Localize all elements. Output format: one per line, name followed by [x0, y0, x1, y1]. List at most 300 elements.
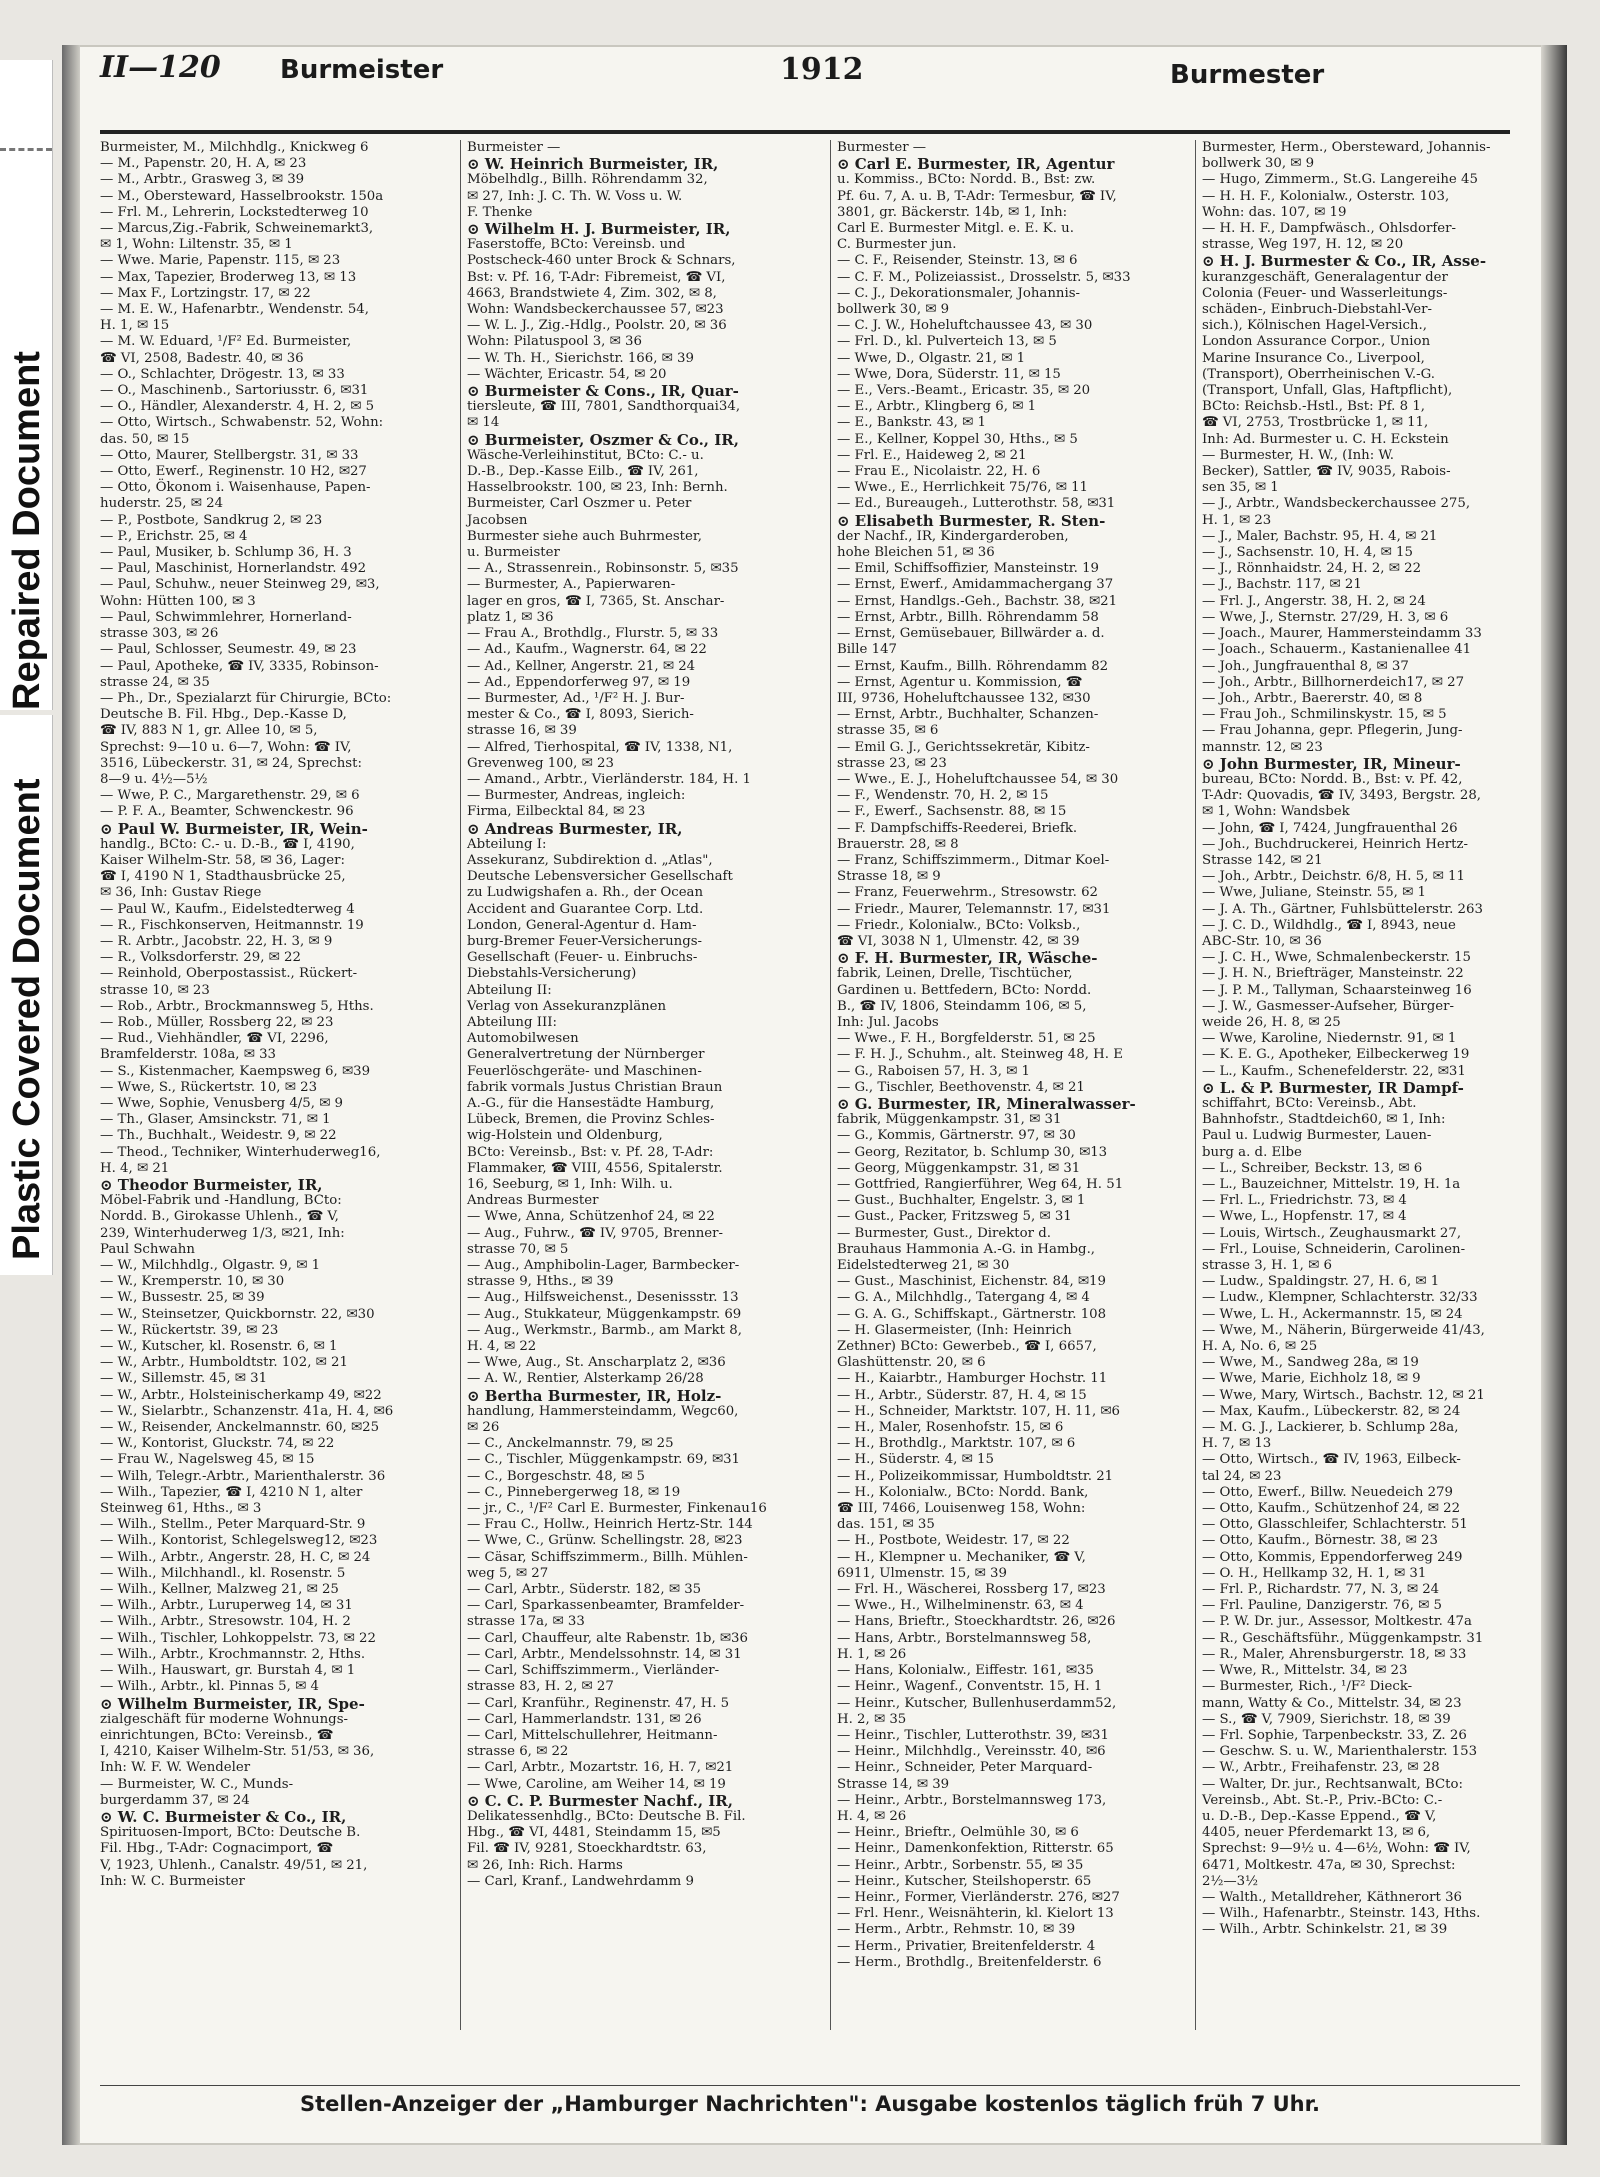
- directory-entry: — W., Arbtr., Freihafenstr. 23, ✉ 28: [1202, 1760, 1440, 1776]
- directory-entry: Wohn: das. 107, ✉ 19: [1202, 204, 1347, 220]
- directory-entry: — M., Arbtr., Grasweg 3, ✉ 39: [100, 172, 305, 188]
- directory-entry: — Ernst, Ewerf., Amidammachergang 37: [837, 577, 1114, 593]
- directory-entry: — Burmester, Andreas, ingleich:: [467, 788, 686, 804]
- directory-entry: ✉ 14: [467, 415, 500, 431]
- directory-entry: — Wwe, Marie, Eichholz 18, ✉ 9: [1202, 1371, 1421, 1387]
- directory-entry: ⊙ Burmeister, Oszmer & Co., IR,: [467, 430, 739, 449]
- directory-entry: — Burmester, Ad., ¹/F² H. J. Bur-: [467, 690, 685, 706]
- directory-entry: — Wilh., Arbtr., Stresowstr. 104, H. 2: [100, 1614, 351, 1630]
- directory-entry: — Wwe, Dora, Süderstr. 11, ✉ 15: [837, 366, 1061, 382]
- directory-entry: — jr., C., ¹/F² Carl E. Burmester, Finkenau16: [467, 1501, 767, 1517]
- directory-entry: — Ernst, Arbtr., Buchhalter, Schanzen-: [837, 707, 1099, 723]
- directory-entry: Pf. 6u. 7, A. u. B, T-Adr: Termesbur, ☎ IV,: [837, 188, 1117, 204]
- directory-entry: — Wilh., Stellm., Peter Marquard-Str. 9: [100, 1517, 366, 1533]
- directory-entry: Becker), Sattler, ☎ IV, 9035, Rabois-: [1202, 464, 1451, 480]
- directory-entry: — Heinr., Tischler, Lutterothstr. 39, ✉31: [837, 1727, 1109, 1743]
- directory-entry: — Wwe., H., Wilhelminenstr. 63, ✉ 4: [837, 1598, 1084, 1614]
- directory-entry: — Carl, Sparkassenbeamter, Bramfelder-: [467, 1598, 745, 1614]
- directory-entry: Inh: W. F. W. Wendeler: [100, 1760, 251, 1776]
- directory-entry: — Wwe., F. H., Borgfelderstr. 51, ✉ 25: [837, 1031, 1096, 1047]
- directory-entry: fabrik, Müggenkampstr. 31, ✉ 31: [837, 1112, 1062, 1128]
- directory-entry: strasse 23, ✉ 23: [837, 755, 947, 771]
- directory-entry: — H., Maler, Rosenhofstr. 15, ✉ 6: [837, 1420, 1064, 1436]
- directory-entry: — Otto, Ewerf., Billw. Neuedeich 279: [1202, 1484, 1453, 1500]
- directory-entry: — Ernst, Handlgs.-Geh., Bachstr. 38, ✉21: [837, 593, 1118, 609]
- directory-entry: — Rob., Müller, Rossberg 22, ✉ 23: [100, 1014, 334, 1030]
- directory-entry: Colonia (Feuer- und Wasserleitungs-: [1202, 285, 1448, 301]
- directory-entry: Steinweg 61, Hths., ✉ 3: [100, 1501, 262, 1517]
- directory-entry: strasse 9, Hths., ✉ 39: [467, 1274, 614, 1290]
- directory-entry: — M. W. Eduard, ¹/F² Ed. Burmeister,: [100, 334, 352, 350]
- directory-entry: — G. A., Milchhdlg., Tatergang 4, ✉ 4: [837, 1290, 1090, 1306]
- directory-entry: — Wwe, M., Näherin, Bürgerweide 41/43,: [1202, 1322, 1485, 1338]
- directory-entry: Sprechst: 9—10 u. 6—7, Wohn: ☎ IV,: [100, 739, 352, 755]
- directory-entry: — Wilh, Telegr.-Arbtr., Marienthalerstr. 36: [100, 1468, 386, 1484]
- directory-entry: Gesellschaft (Feuer- u. Einbruchs-: [467, 950, 698, 966]
- directory-entry: — Burmester, H. W., (Inh: W.: [1202, 447, 1394, 463]
- directory-entry: ☎ VI, 2753, Trostbrücke 1, ✉ 11,: [1202, 415, 1429, 431]
- directory-entry: — Walter, Dr. jur., Rechtsanwalt, BCto:: [1202, 1776, 1463, 1792]
- directory-entry: — Hans, Kolonialw., Eiffestr. 161, ✉35: [837, 1663, 1094, 1679]
- directory-entry: 16, Seeburg, ✉ 1, Inh: Wilh. u.: [467, 1177, 673, 1192]
- directory-entry: Burmester siehe auch Buhrmester,: [467, 528, 703, 544]
- directory-entry: — L., Schreiber, Beckstr. 13, ✉ 6: [1202, 1160, 1423, 1176]
- directory-entry: — O., Maschinenb., Sartoriusstr. 6, ✉31: [100, 383, 369, 399]
- directory-entry: — Wwe, L. H., Ackermannstr. 15, ✉ 24: [1202, 1306, 1463, 1322]
- directory-entry: — H., Süderstr. 4, ✉ 15: [837, 1452, 994, 1468]
- directory-entry: — Burmester, A., Papierwaren-: [467, 577, 676, 593]
- directory-entry: — Hans, Arbtr., Borstelmannsweg 58,: [837, 1630, 1092, 1646]
- directory-entry: Hasselbrookstr. 100, ✉ 23, Inh: Bernh.: [467, 480, 728, 496]
- directory-entry: — G., Tischler, Beethovenstr. 4, ✉ 21: [837, 1079, 1085, 1095]
- directory-entry: ☎ IV, 883 N 1, gr. Allee 10, ✉ 5,: [100, 723, 318, 739]
- directory-entry: — J., Maler, Bachstr. 95, H. 4, ✉ 21: [1202, 528, 1438, 544]
- directory-entry: tiersleute, ☎ III, 7801, Sandthorquai34,: [467, 399, 741, 415]
- directory-entry: — Gust., Packer, Fritzsweg 5, ✉ 31: [837, 1209, 1072, 1225]
- directory-entry: Strasse 18, ✉ 9: [837, 869, 941, 885]
- directory-entry: Inh: Jul. Jacobs: [837, 1014, 939, 1030]
- directory-entry: — H. H. F., Dampfwäsch., Ohlsdorfer-: [1202, 221, 1456, 237]
- directory-entry: — J. C. H., Wwe, Schmalenbeckerstr. 15: [1202, 950, 1471, 966]
- directory-entry: Paul Schwahn: [100, 1241, 195, 1257]
- directory-entry: — Ernst, Gemüsebauer, Billwärder a. d.: [837, 626, 1105, 642]
- directory-entry: — Wwe, Karoline, Niedernstr. 91, ✉ 1: [1202, 1031, 1457, 1047]
- directory-entry: — W., Kutscher, kl. Rosenstr. 6, ✉ 1: [100, 1339, 338, 1355]
- directory-entry: — K. E. G., Apotheker, Eilbeckerweg 19: [1202, 1047, 1470, 1063]
- directory-entry: — R., Maler, Ahrensburgerstr. 18, ✉ 33: [1202, 1646, 1467, 1662]
- directory-entry: — H., Klempner u. Mechaniker, ☎ V,: [837, 1549, 1086, 1565]
- directory-entry: burg a. d. Elbe: [1202, 1144, 1302, 1160]
- directory-entry: wig-Holstein und Oldenburg,: [467, 1128, 663, 1144]
- directory-entry: Grevenweg 100, ✉ 23: [467, 755, 614, 771]
- directory-entry: — H., Arbtr., Süderstr. 87, H. 4, ✉ 15: [837, 1387, 1087, 1403]
- directory-entry: H. 2, ✉ 35: [837, 1711, 907, 1727]
- directory-entry: ⊙ Bertha Burmester, IR, Holz-: [467, 1386, 722, 1405]
- column-4: [1195, 140, 1522, 2030]
- directory-entry: — Friedr., Kolonialw., BCto: Volksb.,: [837, 917, 1081, 933]
- directory-entry: — Otto, Glasschleifer, Schlachterstr. 51: [1202, 1517, 1468, 1533]
- plastic-covered-tab: [0, 715, 53, 1275]
- directory-entry: Wäsche-Verleihinstitut, BCto: C.- u.: [467, 447, 704, 463]
- directory-entry: platz 1, ✉ 36: [467, 609, 554, 625]
- directory-entry: — Gottfried, Rangierführer, Weg 64, H. 51: [837, 1177, 1124, 1192]
- directory-entry: ⊙ Burmeister & Cons., IR, Quar-: [467, 382, 739, 401]
- directory-entry: Assekuranz, Subdirektion d. „Atlas",: [467, 852, 713, 868]
- directory-entry: — Aug., Amphibolin-Lager, Barmbecker-: [467, 1258, 740, 1274]
- directory-entry: — Gust., Buchhalter, Engelstr. 3, ✉ 1: [837, 1193, 1086, 1209]
- directory-entry: Fil. Hbg., T-Adr: Cognacimport, ☎: [100, 1841, 334, 1857]
- directory-entry: — H., Brothdlg., Marktstr. 107, ✉ 6: [837, 1436, 1076, 1452]
- directory-entry: — C. J., Dekorationsmaler, Johannis-: [837, 285, 1081, 301]
- directory-entry: — F. H. J., Schuhm., alt. Steinweg 48, H. E: [837, 1047, 1123, 1063]
- directory-entry: ⊙ Carl E. Burmester, IR, Agentur: [837, 155, 1115, 174]
- directory-entry: ☎ III, 7466, Louisenweg 158, Wohn:: [837, 1501, 1086, 1517]
- directory-entry: — Ad., Eppendorferweg 97, ✉ 19: [467, 674, 691, 690]
- directory-entry: — Heinr., Milchhdlg., Vereinsstr. 40, ✉6: [837, 1744, 1106, 1760]
- directory-entry: — C. F. M., Polizeiassist., Drosselstr. 5, ✉33: [837, 269, 1131, 285]
- directory-entry: — O. H., Hellkamp 32, H. 1, ✉ 31: [1202, 1565, 1427, 1581]
- directory-entry: D.-B., Dep.-Kasse Eilb., ☎ IV, 261,: [467, 464, 699, 480]
- directory-entry: — J. H. N., Briefträger, Mansteinstr. 22: [1202, 966, 1464, 982]
- directory-entry: — Carl, Mittelschullehrer, Heitmann-: [467, 1727, 718, 1743]
- directory-entry: — C., Borgeschstr. 48, ✉ 5: [467, 1468, 645, 1484]
- directory-entry: fabrik vormals Justus Christian Braun: [467, 1079, 723, 1095]
- directory-entry: — F., Wendenstr. 70, H. 2, ✉ 15: [837, 788, 1049, 804]
- directory-entry: weide 26, H. 8, ✉ 25: [1202, 1014, 1341, 1030]
- directory-entry: — Heinr., Arbtr., Borstelmannsweg 173,: [837, 1792, 1107, 1808]
- directory-entry: — J., Rönnhaidstr. 24, H. 2, ✉ 22: [1202, 561, 1422, 577]
- directory-entry: — W. L. J., Zig.-Hdlg., Poolstr. 20, ✉ 36: [467, 318, 727, 334]
- directory-entry: — P. F. A., Beamter, Schwenckestr. 96: [100, 804, 354, 820]
- directory-entry: — Wwe, Mary, Wirtsch., Bachstr. 12, ✉ 21: [1202, 1387, 1485, 1403]
- directory-entry: — Frl. E., Haideweg 2, ✉ 21: [837, 447, 1027, 463]
- directory-entry: — Otto, Kaufm., Börnestr. 38, ✉ 23: [1202, 1533, 1438, 1549]
- directory-entry: — Paul, Maschinist, Hornerlandstr. 492: [100, 561, 367, 577]
- directory-entry: Wohn: Pilatuspool 3, ✉ 36: [467, 334, 642, 350]
- directory-entry: — Hans, Brieftr., Stoeckhardtstr. 26, ✉26: [837, 1614, 1116, 1630]
- directory-entry: ✉ 36, Inh: Gustav Riege: [100, 885, 262, 901]
- directory-entry: — Wwe, Juliane, Steinstr. 55, ✉ 1: [1202, 885, 1426, 901]
- directory-entry: — Joh., Jungfrauenthal 8, ✉ 37: [1202, 658, 1409, 674]
- directory-entry: — Joh., Arbtr., Baererstr. 40, ✉ 8: [1202, 690, 1423, 706]
- directory-entry: — E., Kellner, Koppel 30, Hths., ✉ 5: [837, 431, 1078, 447]
- directory-entry: — Frau W., Nagelsweg 45, ✉ 15: [100, 1452, 315, 1468]
- directory-entry: — O., Schlachter, Drögestr. 13, ✉ 33: [100, 366, 345, 382]
- directory-entry: I, 4210, Kaiser Wilhelm-Str. 51/53, ✉ 36,: [100, 1744, 375, 1760]
- directory-entry: — Frau Joh., Schmilinskystr. 15, ✉ 5: [1202, 707, 1447, 723]
- directory-entry: — Paul, Schwimmlehrer, Hornerland-: [100, 609, 352, 625]
- directory-entry: — Paul, Musiker, b. Schlump 36, H. 3: [100, 545, 352, 561]
- directory-entry: — H., Polizeikommissar, Humboldtstr. 21: [837, 1468, 1114, 1484]
- directory-entry: — Frl. Pauline, Danzigerstr. 76, ✉ 5: [1202, 1598, 1442, 1614]
- directory-entry: — Herm., Arbtr., Rehmstr. 10, ✉ 39: [837, 1922, 1076, 1938]
- directory-entry: — C., Anckelmannstr. 79, ✉ 25: [467, 1436, 674, 1452]
- directory-entry: III, 9736, Hoheluftchaussee 132, ✉30: [837, 690, 1091, 706]
- header-left-word: Burmeister: [280, 55, 444, 85]
- directory-entry: ABC-Str. 10, ✉ 36: [1202, 933, 1322, 949]
- directory-entry: — M., Obersteward, Hasselbrookstr. 150a: [100, 188, 384, 204]
- directory-entry: — R., Geschäftsführ., Müggenkampstr. 31: [1202, 1630, 1484, 1646]
- directory-entry: Faserstoffe, BCto: Vereinsb. und: [467, 237, 686, 253]
- directory-entry: 2½—3½: [1202, 1873, 1258, 1889]
- directory-entry: ☎ VI, 2508, Badestr. 40, ✉ 36: [100, 350, 304, 366]
- directory-entry: — Th., Buchhalt., Weidestr. 9, ✉ 22: [100, 1128, 337, 1144]
- directory-entry: — A. W., Rentier, Alsterkamp 26/28: [467, 1371, 704, 1387]
- directory-entry: — Paul W., Kaufm., Eidelstedterweg 4: [100, 901, 355, 917]
- directory-entry: Bille 147: [837, 642, 898, 658]
- directory-entry: — Wilh., Arbtr., Luruperweg 14, ✉ 31: [100, 1598, 353, 1614]
- directory-entry: bollwerk 30, ✉ 9: [837, 302, 950, 318]
- directory-entry: ✉ 27, Inh: J. C. Th. W. Voss u. W.: [467, 188, 683, 204]
- directory-entry: ⊙ G. Burmester, IR, Mineralwasser-: [837, 1094, 1136, 1113]
- directory-entry: Burmester —: [837, 140, 927, 155]
- directory-entry: — Th., Glaser, Amsinckstr. 71, ✉ 1: [100, 1112, 331, 1128]
- directory-entry: — E., Arbtr., Klingberg 6, ✉ 1: [837, 399, 1037, 415]
- directory-entry: Bramfelderstr. 108a, ✉ 33: [100, 1047, 277, 1063]
- directory-entry: — Carl, Chauffeur, alte Rabenstr. 1b, ✉36: [467, 1630, 748, 1646]
- directory-entry: — Frl. Henr., Weisnähterin, kl. Kielort 13: [837, 1906, 1114, 1922]
- directory-entry: — Wilh., Arbtr. Schinkelstr. 21, ✉ 39: [1202, 1922, 1448, 1938]
- directory-entry: — Wwe, P. C., Margarethenstr. 29, ✉ 6: [100, 788, 360, 804]
- directory-entry: 3801, gr. Bäckerstr. 14b, ✉ 1, Inh:: [837, 204, 1068, 220]
- directory-entry: — Marcus,Zig.-Fabrik, Schweinemarkt3,: [100, 221, 374, 237]
- directory-entry: — Franz, Schiffszimmerm., Ditmar Koel-: [837, 852, 1110, 868]
- directory-entry: schäden-, Einbruch-Diebstahl-Ver-: [1202, 302, 1432, 318]
- directory-entry: — Paul, Schuhw., neuer Steinweg 29, ✉3,: [100, 577, 380, 593]
- directory-entry: — Aug., Fuhrw., ☎ IV, 9705, Brenner-: [467, 1225, 723, 1241]
- directory-entry: Abteilung II:: [467, 982, 552, 998]
- directory-entry: — W., Reisender, Anckelmannstr. 60, ✉25: [100, 1420, 380, 1436]
- directory-entry: — Herm., Brothdlg., Breitenfelderstr. 6: [837, 1954, 1102, 1970]
- page-left-edge: [62, 45, 80, 2145]
- directory-entry: — Otto, Ökonom i. Waisenhause, Papen-: [100, 480, 371, 496]
- directory-entry: — L., Bauzeichner, Mittelstr. 19, H. 1a: [1202, 1177, 1461, 1192]
- directory-entry: — Amand., Arbtr., Vierländerstr. 184, H. 1: [467, 771, 751, 787]
- page-right-edge: [1541, 45, 1567, 2145]
- directory-entry: Delikatessenhdlg., BCto: Deutsche B. Fil.: [467, 1808, 746, 1824]
- directory-entry: 6911, Ulmenstr. 15, ✉ 39: [837, 1565, 1007, 1581]
- directory-entry: — Reinhold, Oberpostassist., Rückert-: [100, 966, 358, 982]
- directory-entry: strasse 303, ✉ 26: [100, 626, 219, 642]
- directory-entry: Vereinsb., Abt. St.-P., Priv.-BCto: C.-: [1202, 1792, 1443, 1808]
- directory-entry: — Wilh., Arbtr., Krochmannstr. 2, Hths.: [100, 1646, 366, 1662]
- directory-entry: — W., Milchhdlg., Olgastr. 9, ✉ 1: [100, 1258, 321, 1274]
- directory-entry: 4663, Brandstwiete 4, Zim. 302, ✉ 8,: [467, 285, 717, 301]
- directory-entry: Deutsche B. Fil. Hbg., Dep.-Kasse D,: [100, 707, 347, 723]
- directory-entry: — M., Papenstr. 20, H. A, ✉ 23: [100, 156, 307, 172]
- directory-entry: — Georg, Rezitator, b. Schlump 30, ✉13: [837, 1144, 1108, 1160]
- directory-entry: — Aug., Werkmstr., Barmb., am Markt 8,: [467, 1322, 742, 1338]
- directory-entry: — J., Bachstr. 117, ✉ 21: [1202, 577, 1362, 593]
- directory-entry: Inh: Ad. Burmester u. C. H. Eckstein: [1202, 431, 1449, 447]
- directory-entry: strasse 16, ✉ 39: [467, 723, 577, 739]
- directory-entry: sen 35, ✉ 1: [1202, 480, 1279, 496]
- directory-entry: strasse 70, ✉ 5: [467, 1241, 569, 1257]
- directory-entry: Möbel-Fabrik und -Handlung, BCto:: [100, 1193, 342, 1209]
- directory-entry: ⊙ C. C. P. Burmester Nachf., IR,: [467, 1791, 733, 1810]
- directory-entry: — Wwe., E., Herrlichkeit 75/76, ✉ 11: [837, 480, 1089, 496]
- directory-entry: — Max, Tapezier, Broderweg 13, ✉ 13: [100, 269, 357, 285]
- directory-entry: — F. Dampfschiffs-Reederei, Briefk.: [837, 820, 1078, 836]
- directory-entry: — Ph., Dr., Spezialarzt für Chirurgie, BCto:: [100, 690, 392, 706]
- directory-entry: H. 1, ✉ 15: [100, 318, 170, 334]
- directory-entry: bureau, BCto: Nordd. B., Bst: v. Pf. 42,: [1202, 771, 1463, 787]
- directory-entry: mann, Watty & Co., Mittelstr. 34, ✉ 23: [1202, 1695, 1462, 1711]
- directory-entry: das. 151, ✉ 35: [837, 1517, 935, 1533]
- directory-entry: Brauerstr. 28, ✉ 8: [837, 836, 959, 852]
- directory-entry: ⊙ H. J. Burmester & Co., IR, Asse-: [1202, 252, 1487, 271]
- directory-entry: — Joh., Arbtr., Billhornerdeich17, ✉ 27: [1202, 674, 1465, 690]
- directory-entry: mannstr. 12, ✉ 23: [1202, 739, 1323, 755]
- directory-entry: — S., Kistenmacher, Kaempsweg 6, ✉39: [100, 1063, 371, 1079]
- directory-entry: — G., Kommis, Gärtnerstr. 97, ✉ 30: [837, 1128, 1076, 1144]
- directory-entry: — Walth., Metalldreher, Käthnerort 36: [1202, 1889, 1462, 1905]
- directory-entry: — W., Rückertstr. 39, ✉ 23: [100, 1322, 279, 1338]
- directory-entry: — Burmester, Gust., Direktor d.: [837, 1225, 1051, 1241]
- directory-entry: Jacobsen: [467, 512, 528, 528]
- directory-entry: — Carl, Kranführ., Reginenstr. 47, H. 5: [467, 1695, 730, 1711]
- directory-entry: Fil. ☎ IV, 9281, Stoeckhardtstr. 63,: [467, 1841, 707, 1857]
- directory-entry: — Wächter, Ericastr. 54, ✉ 20: [467, 366, 667, 382]
- directory-entry: 4405, neuer Pferdemarkt 13, ✉ 6,: [1202, 1825, 1431, 1841]
- directory-entry: Spirituosen-Import, BCto: Deutsche B.: [100, 1825, 361, 1841]
- directory-entry: Bahnhofstr., Stadtdeich60, ✉ 1, Inh:: [1202, 1112, 1446, 1128]
- directory-entry: — J. C. D., Wildhdlg., ☎ I, 8943, neue: [1202, 917, 1456, 933]
- directory-entry: handlg., BCto: C.- u. D.-B., ☎ I, 4190,: [100, 836, 355, 852]
- directory-entry: — G., Raboisen 57, H. 3, ✉ 1: [837, 1063, 1031, 1079]
- directory-entry: Strasse 14, ✉ 39: [837, 1776, 950, 1792]
- directory-entry: — Carl, Hammerlandstr. 131, ✉ 26: [467, 1711, 702, 1727]
- directory-entry: — Geschw. S. u. W., Marienthalerstr. 153: [1202, 1744, 1478, 1760]
- page-header: [100, 50, 1520, 110]
- directory-entry: — C. F., Reisender, Steinstr. 13, ✉ 6: [837, 253, 1078, 269]
- directory-entry: — Ad., Kaufm., Wagnerstr. 64, ✉ 22: [467, 642, 707, 658]
- directory-entry: — Frl. Sophie, Tarpenbeckstr. 33, Z. 26: [1202, 1727, 1467, 1743]
- directory-entry: — Max F., Lortzingstr. 17, ✉ 22: [100, 285, 311, 301]
- directory-entry: — Rob., Arbtr., Brockmannsweg 5, Hths.: [100, 998, 374, 1014]
- directory-entry: — Theod., Techniker, Winterhuderweg16,: [100, 1144, 381, 1160]
- directory-entry: Generalvertretung der Nürnberger: [467, 1047, 705, 1063]
- directory-entry: Flammaker, ☎ VIII, 4556, Spitalerstr.: [467, 1160, 723, 1176]
- directory-entry: — Heinr., Kutscher, Bullenhuserdamm52,: [837, 1695, 1117, 1711]
- directory-entry: u. D.-B., Dep.-Kasse Eppend., ☎ V,: [1202, 1808, 1437, 1824]
- directory-entry: Burmester, Herm., Obersteward, Johannis-: [1202, 140, 1491, 155]
- directory-entry: BCto: Reichsb.-Hstl., Bst: Pf. 8 1,: [1202, 399, 1426, 415]
- directory-entry: — Joh., Arbtr., Deichstr. 6/8, H. 5, ✉ 11: [1202, 869, 1465, 885]
- directory-entry: — Burmester, Rich., ¹/F² Dieck-: [1202, 1679, 1413, 1695]
- directory-entry: — Ludw., Klempner, Schlachterstr. 32/33: [1202, 1290, 1478, 1306]
- directory-entry: H. 4, ✉ 22: [467, 1339, 537, 1355]
- directory-entry: das. 50, ✉ 15: [100, 431, 190, 447]
- directory-entry: — Frau E., Nicolaistr. 22, H. 6: [837, 464, 1041, 480]
- directory-entry: — Heinr., Schneider, Peter Marquard-: [837, 1760, 1093, 1776]
- directory-entry: — Wilh., Hafenarbtr., Steinstr. 143, Hths.: [1202, 1906, 1481, 1922]
- directory-entry: burg-Bremer Feuer-Versicherungs-: [467, 933, 703, 949]
- directory-entry: kuranzgeschäft, Generalagentur der: [1202, 269, 1448, 285]
- directory-entry: strasse 17a, ✉ 33: [467, 1614, 585, 1630]
- directory-entry: — Wilh., Arbtr., Angerstr. 28, H. C, ✉ 24: [100, 1549, 371, 1565]
- directory-entry: 239, Winterhuderweg 1/3, ✉21, Inh:: [100, 1225, 345, 1241]
- directory-entry: ⊙ W. C. Burmeister & Co., IR,: [100, 1807, 347, 1826]
- directory-entry: — Ernst, Arbtr., Billh. Röhrendamm 58: [837, 609, 1099, 625]
- directory-entry: — W. Th. H., Sierichstr. 166, ✉ 39: [467, 350, 694, 366]
- directory-entry: — Aug., Stukkateur, Müggenkampstr. 69: [467, 1306, 742, 1322]
- directory-entry: ⊙ Andreas Burmester, IR,: [467, 819, 683, 838]
- directory-entry: — Hugo, Zimmerm., St.G. Langereihe 45: [1202, 172, 1478, 188]
- directory-entry: ⊙ F. H. Burmester, IR, Wäsche-: [837, 949, 1098, 968]
- directory-entry: einrichtungen, BCto: Vereinsb., ☎: [100, 1727, 334, 1743]
- directory-entry: — R., Fischkonserven, Heitmannstr. 19: [100, 917, 364, 933]
- directory-entry: — W., Arbtr., Humboldtstr. 102, ✉ 21: [100, 1355, 348, 1371]
- directory-entry: London, General-Agentur d. Ham-: [467, 917, 697, 933]
- directory-entry: Carl E. Burmester Mitgl. e. E. K. u.: [837, 221, 1074, 237]
- directory-entry: — Wwe., E. J., Hoheluftchaussee 54, ✉ 30: [837, 771, 1119, 787]
- directory-entry: — W., Sielarbtr., Schanzenstr. 41a, H. 4, ✉6: [100, 1403, 394, 1419]
- directory-entry: Möbelhdlg., Billh. Röhrendamm 32,: [467, 172, 708, 188]
- header-year: 1912: [780, 52, 864, 87]
- directory-entry: — Ernst, Kaufm., Billh. Röhrendamm 82: [837, 658, 1109, 674]
- directory-entry: — Burmeister, W. C., Munds-: [100, 1776, 294, 1792]
- directory-entry: Strasse 142, ✉ 21: [1202, 852, 1323, 868]
- directory-entry: ⊙ Theodor Burmeister, IR,: [100, 1176, 323, 1194]
- directory-entry: — Heinr., Wagenf., Conventstr. 15, H. 1: [837, 1679, 1103, 1695]
- directory-entry: — Gust., Maschinist, Eichenstr. 84, ✉19: [837, 1274, 1106, 1290]
- directory-entry: — Frl. M., Lehrerin, Lockstedterweg 10: [100, 204, 369, 220]
- directory-entry: — Wilh., Hauswart, gr. Burstah 4, ✉ 1: [100, 1663, 356, 1679]
- directory-entry: zialgeschäft für moderne Wohnungs-: [100, 1711, 349, 1727]
- directory-entry: — Carl, Arbtr., Mendelssohnstr. 14, ✉ 31: [467, 1646, 742, 1662]
- directory-entry: — R., Volksdorferstr. 29, ✉ 22: [100, 950, 301, 966]
- directory-entry: — Wwe, Caroline, am Weiher 14, ✉ 19: [467, 1776, 726, 1792]
- directory-entry: ⊙ Wilhelm Burmeister, IR, Spe-: [100, 1694, 365, 1713]
- directory-entry: schiffahrt, BCto: Vereinsb., Abt.: [1202, 1095, 1417, 1111]
- directory-entry: — J. W., Gasmesser-Aufseher, Bürger-: [1202, 998, 1454, 1014]
- directory-entry: Eidelstedterweg 21, ✉ 30: [837, 1258, 1010, 1274]
- directory-entry: — W., Bussestr. 25, ✉ 39: [100, 1290, 265, 1306]
- directory-entry: — H., Schneider, Marktstr. 107, H. 11, ✉6: [837, 1403, 1121, 1419]
- directory-entry: zu Ludwigshafen a. Rh., der Ocean: [467, 885, 704, 901]
- directory-entry: ⊙ W. Heinrich Burmeister, IR,: [467, 155, 719, 174]
- directory-entry: H. 1, ✉ 26: [837, 1646, 907, 1662]
- directory-entry: — H. H. F., Kolonialw., Osterstr. 103,: [1202, 188, 1450, 204]
- directory-entry: — Wilh., Tapezier, ☎ I, 4210 N 1, alter: [100, 1484, 363, 1500]
- repaired-document-tab: [0, 60, 53, 710]
- directory-entry: B., ☎ IV, 1806, Steindamm 106, ✉ 5,: [837, 998, 1087, 1014]
- column-3: [830, 140, 1187, 2030]
- directory-entry: Inh: W. C. Burmeister: [100, 1873, 245, 1889]
- directory-entry: — Frl. P., Richardstr. 77, N. 3, ✉ 24: [1202, 1582, 1440, 1598]
- directory-entry: A.-G., für die Hansestädte Hamburg,: [467, 1095, 715, 1111]
- directory-entry: — Otto, Wirtsch., ☎ IV, 1963, Eilbeck-: [1202, 1452, 1461, 1468]
- directory-entry: tal 24, ✉ 23: [1202, 1468, 1282, 1484]
- directory-entry: strasse 6, ✉ 22: [467, 1744, 569, 1760]
- page-number: II—120: [100, 50, 221, 85]
- directory-entry: — Wwe, L., Hopfenstr. 17, ✉ 4: [1202, 1209, 1407, 1225]
- directory-entry: — Ludw., Spaldingstr. 27, H. 6, ✉ 1: [1202, 1274, 1440, 1290]
- directory-entry: — Heinr., Arbtr., Sorbenstr. 55, ✉ 35: [837, 1857, 1084, 1873]
- directory-entry: Feuerlöschgeräte- und Maschinen-: [467, 1063, 702, 1079]
- directory-entry: weg 5, ✉ 27: [467, 1565, 549, 1581]
- tab-dashes: [0, 148, 52, 151]
- directory-entry: strasse 3, H. 1, ✉ 6: [1202, 1258, 1332, 1274]
- directory-entry: — Frau A., Brothdlg., Flurstr. 5, ✉ 33: [467, 626, 719, 642]
- footer-banner: Stellen-Anzeiger der „Hamburger Nachrichten": Ausgabe kostenlos täglich früh 7 Uhr.: [100, 2085, 1520, 2116]
- directory-entry: — M. E. W., Hafenarbtr., Wendenstr. 54,: [100, 302, 369, 318]
- directory-entry: 6471, Moltkestr. 47a, ✉ 30, Sprechst:: [1202, 1857, 1456, 1873]
- directory-entry: 3516, Lübeckerstr. 31, ✉ 24, Sprechst:: [100, 755, 362, 771]
- directory-entry: ✉ 26, Inh: Rich. Harms: [467, 1857, 623, 1873]
- directory-entry: — Carl, Arbtr., Süderstr. 182, ✉ 35: [467, 1582, 702, 1598]
